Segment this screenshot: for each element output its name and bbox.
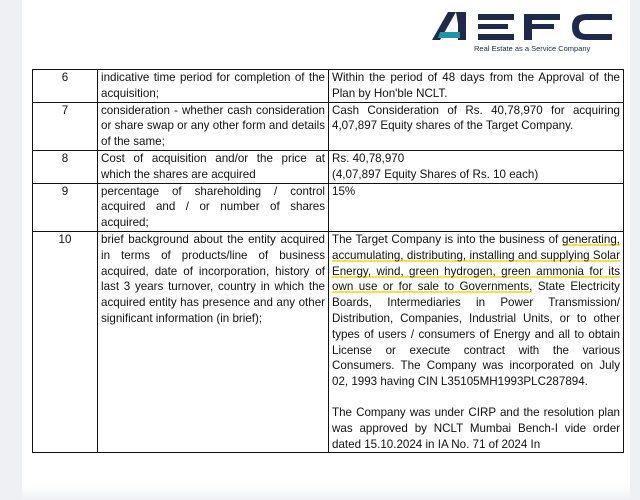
- row-description: indicative time period for completion of the acquisition;: [98, 70, 329, 103]
- cost-breakdown: (4,07,897 Equity Shares of Rs. 10 each): [332, 167, 539, 181]
- row-detail: 15%: [329, 183, 624, 231]
- bottom-fade: [0, 486, 640, 500]
- company-logo: [426, 8, 634, 56]
- table-row: [33, 150, 624, 183]
- disclosure-table: [32, 69, 624, 453]
- row-number: 8: [33, 150, 98, 183]
- row-description: consideration - whether cash consideration or share swap or any other form and details of the same;: [98, 102, 329, 150]
- row-detail: [329, 231, 624, 452]
- highlighted-business-activities: generating, accumulating, distributing, installing and supplying Solar Energy, wind, green hydrogen, green ammonia for its own use or for sale to Governments,: [332, 232, 620, 294]
- business-intro: The Target Company is into the business of: [332, 232, 559, 246]
- row-description: percentage of shareholding / control acquired and / or number of shares acquired;: [98, 183, 329, 231]
- table-row: [33, 102, 624, 150]
- row-number: 9: [33, 183, 98, 231]
- row-detail: Within the period of 48 days from the Approval of the Plan by Hon'ble NCLT.: [329, 70, 624, 103]
- table-row: [33, 183, 624, 231]
- row-description: Cost of acquisition and/or the price at which the shares are acquired: [98, 150, 329, 183]
- business-details: State Electricity Boards, Intermediaries in Power Transmission/ Distribution, Companies, Industrial Units, or to other types of users / consumers of Energy and all to obtain License or execute contract with the various Consumers. The Company was incorporated on July 02, 1993 having CIN L35105MH1993PLC287894.: [332, 280, 620, 389]
- company-tagline: Real Estate as a Service Company: [474, 44, 591, 53]
- row-description: brief background about the entity acquired in terms of products/line of business acquired, date of incorporation, history of last 3 years turnover, country in which the acquired entity has presence and any other significant information (in brief);: [98, 231, 329, 452]
- row-number: 7: [33, 102, 98, 150]
- table-row: [33, 70, 624, 103]
- table-row: [33, 231, 624, 452]
- row-detail: [329, 150, 624, 183]
- row-number: 6: [33, 70, 98, 103]
- row-detail: Cash Consideration of Rs. 40,78,970 for acquiring 4,07,897 Equity shares of the Target Company.: [329, 102, 624, 150]
- cirp-paragraph: The Company was under CIRP and the resolution plan was approved by NCLT Mumbai Bench-I vide order dated 15.10.2024 in IA No. 71 of 2024 In: [332, 405, 620, 451]
- cost-amount: Rs. 40,78,970: [332, 151, 405, 165]
- document-page: [22, 0, 630, 500]
- row-number: 10: [33, 231, 98, 452]
- aefc-logo-mark: [426, 8, 634, 44]
